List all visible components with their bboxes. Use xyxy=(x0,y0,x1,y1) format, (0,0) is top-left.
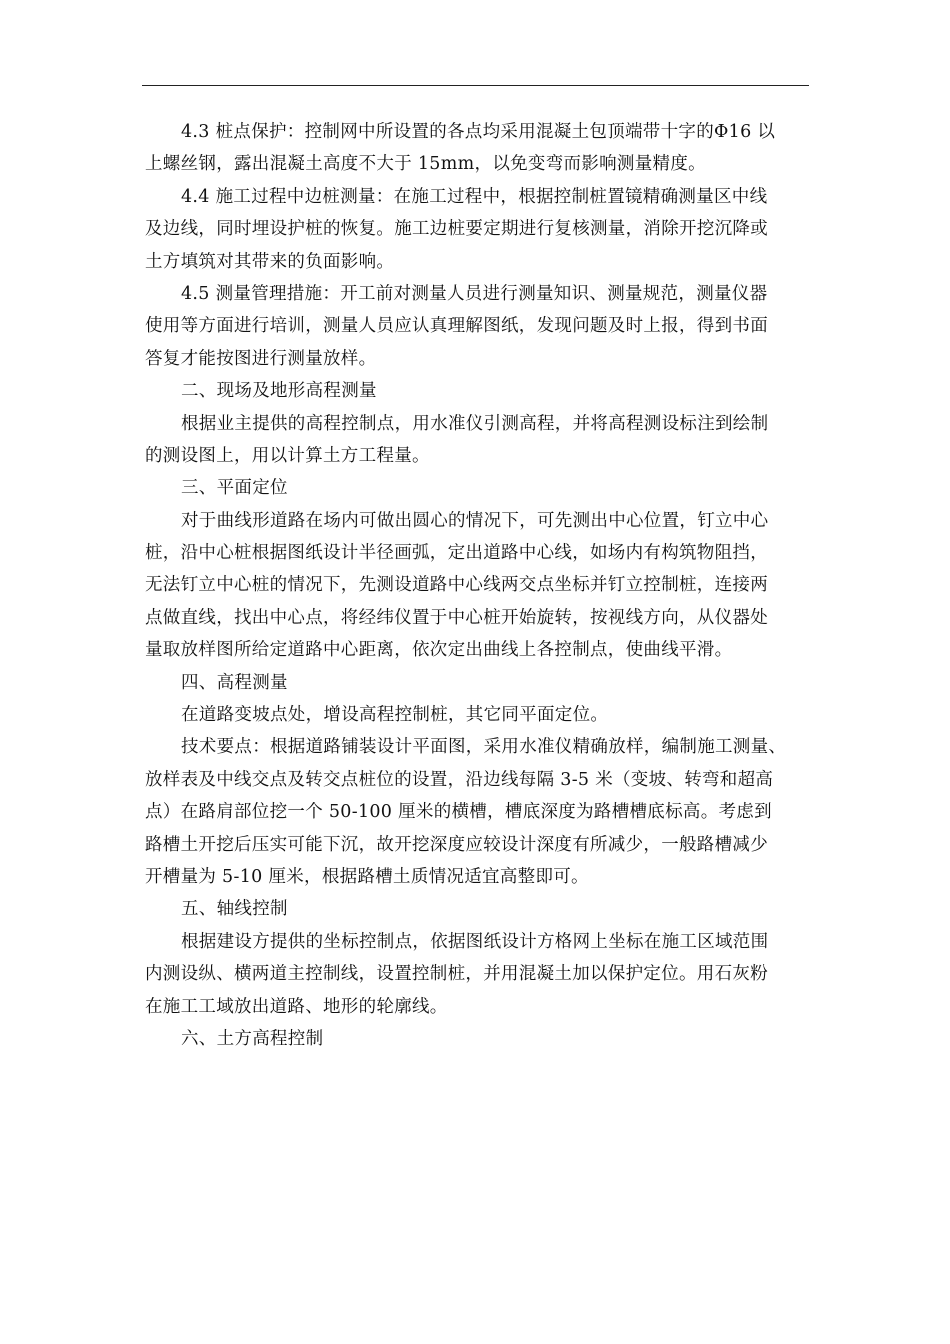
text-line: 点做直线，找出中心点，将经纬仪置于中心桩开始旋转，按视线方向，从仪器处 xyxy=(145,607,768,628)
text-line: 及边线，同时埋设护桩的恢复。施工边桩要定期进行复核测量，消除开挖沉降或 xyxy=(145,219,768,240)
text-line: 点）在路肩部位挖一个 50-100 厘米的横槽，槽底深度为路槽槽底标高。考虑到 xyxy=(145,802,772,823)
text-line: 三、平面定位 xyxy=(181,478,288,499)
text-line: 的测设图上，用以计算土方工程量。 xyxy=(145,445,430,466)
text-line: 内测设纵、横两道主控制线，设置控制桩，并用混凝土加以保护定位。用石灰粉 xyxy=(145,964,768,985)
header-rule xyxy=(142,85,809,86)
text-line: 上螺丝钢，露出混凝土高度不大于 15mm，以免变弯而影响测量精度。 xyxy=(145,154,706,175)
text-line: 五、轴线控制 xyxy=(181,899,288,920)
text-line: 4.3 桩点保护：控制网中所设置的各点均采用混凝土包顶端带十字的Φ16 以 xyxy=(181,122,776,142)
text-line: 4.5 测量管理措施：开工前对测量人员进行测量知识、测量规范，测量仪器 xyxy=(181,283,768,304)
text-line: 四、高程测量 xyxy=(181,672,288,693)
text-line: 开槽量为 5-10 厘米，根据路槽土质情况适宜高整即可。 xyxy=(145,866,589,887)
text-line: 土方填筑对其带来的负面影响。 xyxy=(145,251,395,272)
text-line: 桩，沿中心桩根据图纸设计半径画弧，定出道路中心线，如场内有构筑物阻挡， xyxy=(145,543,768,564)
text-line: 技术要点：根据道路铺装设计平面图，采用水准仪精确放样，编制施工测量、 xyxy=(181,737,787,758)
text-line: 无法钉立中心桩的情况下，先测设道路中心线两交点坐标并钉立控制桩，连接两 xyxy=(145,575,768,596)
text-line: 在道路变坡点处，增设高程控制桩，其它同平面定位。 xyxy=(181,705,609,726)
text-line: 量取放样图所给定道路中心距离，依次定出曲线上各控制点，使曲线平滑。 xyxy=(145,640,733,661)
text-line: 二、现场及地形高程测量 xyxy=(181,381,377,402)
text-line: 根据建设方提供的坐标控制点，依据图纸设计方格网上坐标在施工区域范围 xyxy=(181,931,769,952)
text-line: 答复才能按图进行测量放样。 xyxy=(145,348,377,369)
document-body xyxy=(145,116,807,1055)
text-line: 使用等方面进行培训，测量人员应认真理解图纸，发现问题及时上报，得到书面 xyxy=(145,316,768,337)
text-line: 路槽土开挖后压实可能下沉，故开挖深度应较设计深度有所减少，一般路槽减少 xyxy=(145,834,768,855)
text-line: 六、土方高程控制 xyxy=(181,1028,324,1049)
text-line: 放样表及中线交点及转交点桩位的设置，沿边线每隔 3-5 米（变坡、转弯和超高 xyxy=(145,769,774,790)
text-line: 4.4 施工过程中边桩测量：在施工过程中，根据控制桩置镜精确测量区中线 xyxy=(181,186,768,207)
text-line: 对于曲线形道路在场内可做出圆心的情况下，可先测出中心位置，钉立中心 xyxy=(181,510,769,531)
text-line: 根据业主提供的高程控制点，用水准仪引测高程，并将高程测设标注到绘制 xyxy=(181,413,769,434)
text-line: 在施工工域放出道路、地形的轮廓线。 xyxy=(145,996,448,1017)
